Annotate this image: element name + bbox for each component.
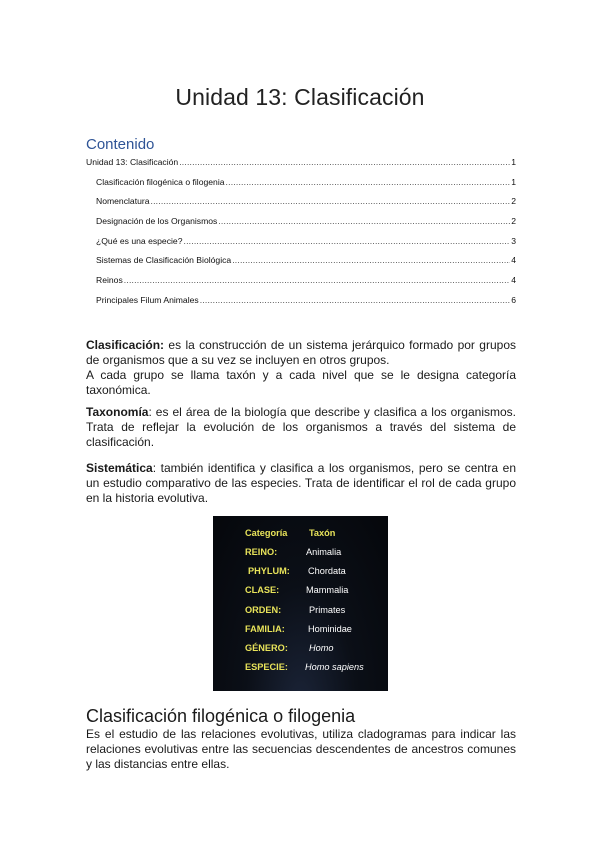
taxonomy-row [213, 643, 388, 661]
toc-entry-title: Sistemas de Clasificación Biológica [96, 255, 232, 266]
taxonomy-taxon: Primates [309, 604, 346, 615]
toc-entry[interactable] [86, 275, 516, 295]
taxonomy-taxon: Homo [309, 643, 334, 653]
sistematica-definition: : también identifica y clasifica a los organismos, pero se centra en un estudio comparativo de las especies. Trata de identificar el rol de cada grupo en la historia evolutiva. [86, 461, 516, 505]
toc-heading: Contenido [86, 136, 155, 153]
taxonomy-taxon: Hominidae [308, 623, 352, 634]
section-heading: Clasificación filogénica o filogenia [86, 706, 356, 726]
toc-entry-title: Designación de los Organismos [96, 216, 218, 227]
toc-entry-title: Clasificación filogénica o filogenia [96, 176, 225, 187]
taxonomy-taxon: Animalia [306, 547, 342, 557]
toc-leader-dots [200, 295, 511, 305]
toc-entry-page: 4 [511, 255, 516, 266]
toc-entry-page: 1 [511, 157, 516, 167]
table-of-contents [86, 157, 516, 315]
clasificacion-definition: es la construcción de un sistema jerárquico formado por grupos de organismos que a su vez se incluyen en otros grupos. [86, 338, 516, 367]
taxonomy-row [213, 624, 388, 642]
taxonomy-row [213, 547, 388, 565]
toc-entry-title: Nomenclatura [96, 196, 150, 207]
toc-entry-title: Principales Filum Animales [96, 294, 199, 305]
taxonomy-category: ORDEN: [245, 604, 282, 615]
taxonomy-image [213, 516, 388, 691]
taxonomy-taxon: Chordata [308, 566, 346, 577]
document-title: Unidad 13: Clasificación [175, 84, 425, 110]
toc-leader-dots [183, 236, 510, 246]
taxonomy-header-taxon: Taxón [309, 528, 336, 538]
paragraph-filogenia [86, 727, 516, 772]
toc-entry-page: 4 [511, 275, 516, 286]
clasificacion-note: A cada grupo se llama taxón y a cada nivel que se le designa categoría taxonómica. [86, 368, 516, 397]
toc-entry[interactable] [86, 255, 516, 275]
toc-entry[interactable] [86, 236, 516, 256]
paragraph-sistematica [86, 461, 516, 506]
toc-leader-dots [151, 196, 511, 206]
taxonomy-category: ESPECIE: [245, 662, 288, 673]
taxonomy-taxon: Homo sapiens [305, 662, 364, 673]
paragraph-clasificacion [86, 338, 516, 398]
toc-leader-dots [218, 216, 510, 226]
term-clasificacion: Clasificación: [86, 338, 165, 352]
taxonomy-header-row [213, 528, 388, 546]
term-taxonomia: Taxonomía [86, 405, 149, 419]
toc-entry-page: 6 [511, 294, 516, 305]
toc-leader-dots [226, 177, 511, 187]
toc-entry-page: 1 [511, 176, 516, 187]
toc-entry-page: 3 [511, 235, 516, 246]
taxonomy-category: CLASE: [245, 585, 280, 596]
taxonomy-row [213, 585, 388, 603]
taxonomia-definition: : es el área de la biología que describe y clasifica a los organismos. Trata de reflejar la evolución de los organismos a través del sistema de clasificación. [86, 405, 516, 449]
toc-entry[interactable] [86, 177, 516, 197]
taxonomy-category: PHYLUM: [248, 566, 290, 577]
toc-leader-dots [179, 157, 510, 167]
filogenia-text: Es el estudio de las relaciones evolutivas, utiliza cladogramas para indicar las relaciones evolutivas entre las secuencias descendentes de ancestros comunes y las distancias entre ellas. [86, 727, 516, 771]
taxonomy-taxon: Mammalia [306, 585, 349, 596]
toc-entry-title: Unidad 13: Clasificación [86, 157, 179, 167]
taxonomy-row [213, 662, 388, 680]
toc-entry[interactable] [86, 216, 516, 236]
taxonomy-category: REINO: [245, 547, 278, 557]
taxonomy-row [213, 566, 388, 584]
toc-entry-title: Reinos [96, 275, 123, 286]
paragraph-taxonomia [86, 405, 516, 450]
taxonomy-row [213, 605, 388, 623]
toc-entry-page: 2 [511, 196, 516, 207]
taxonomy-category: FAMILIA: [245, 623, 285, 634]
toc-leader-dots [124, 275, 510, 285]
toc-entry-title: ¿Qué es una especie? [96, 235, 183, 246]
term-sistematica: Sistemática [86, 461, 153, 475]
toc-leader-dots [232, 255, 510, 265]
toc-entry[interactable] [86, 196, 516, 216]
toc-entry[interactable] [86, 157, 516, 177]
toc-entry-page: 2 [511, 216, 516, 227]
taxonomy-category: GÉNERO: [245, 643, 288, 653]
toc-entry[interactable] [86, 295, 516, 315]
taxonomy-header-category: Categoría [245, 528, 288, 538]
